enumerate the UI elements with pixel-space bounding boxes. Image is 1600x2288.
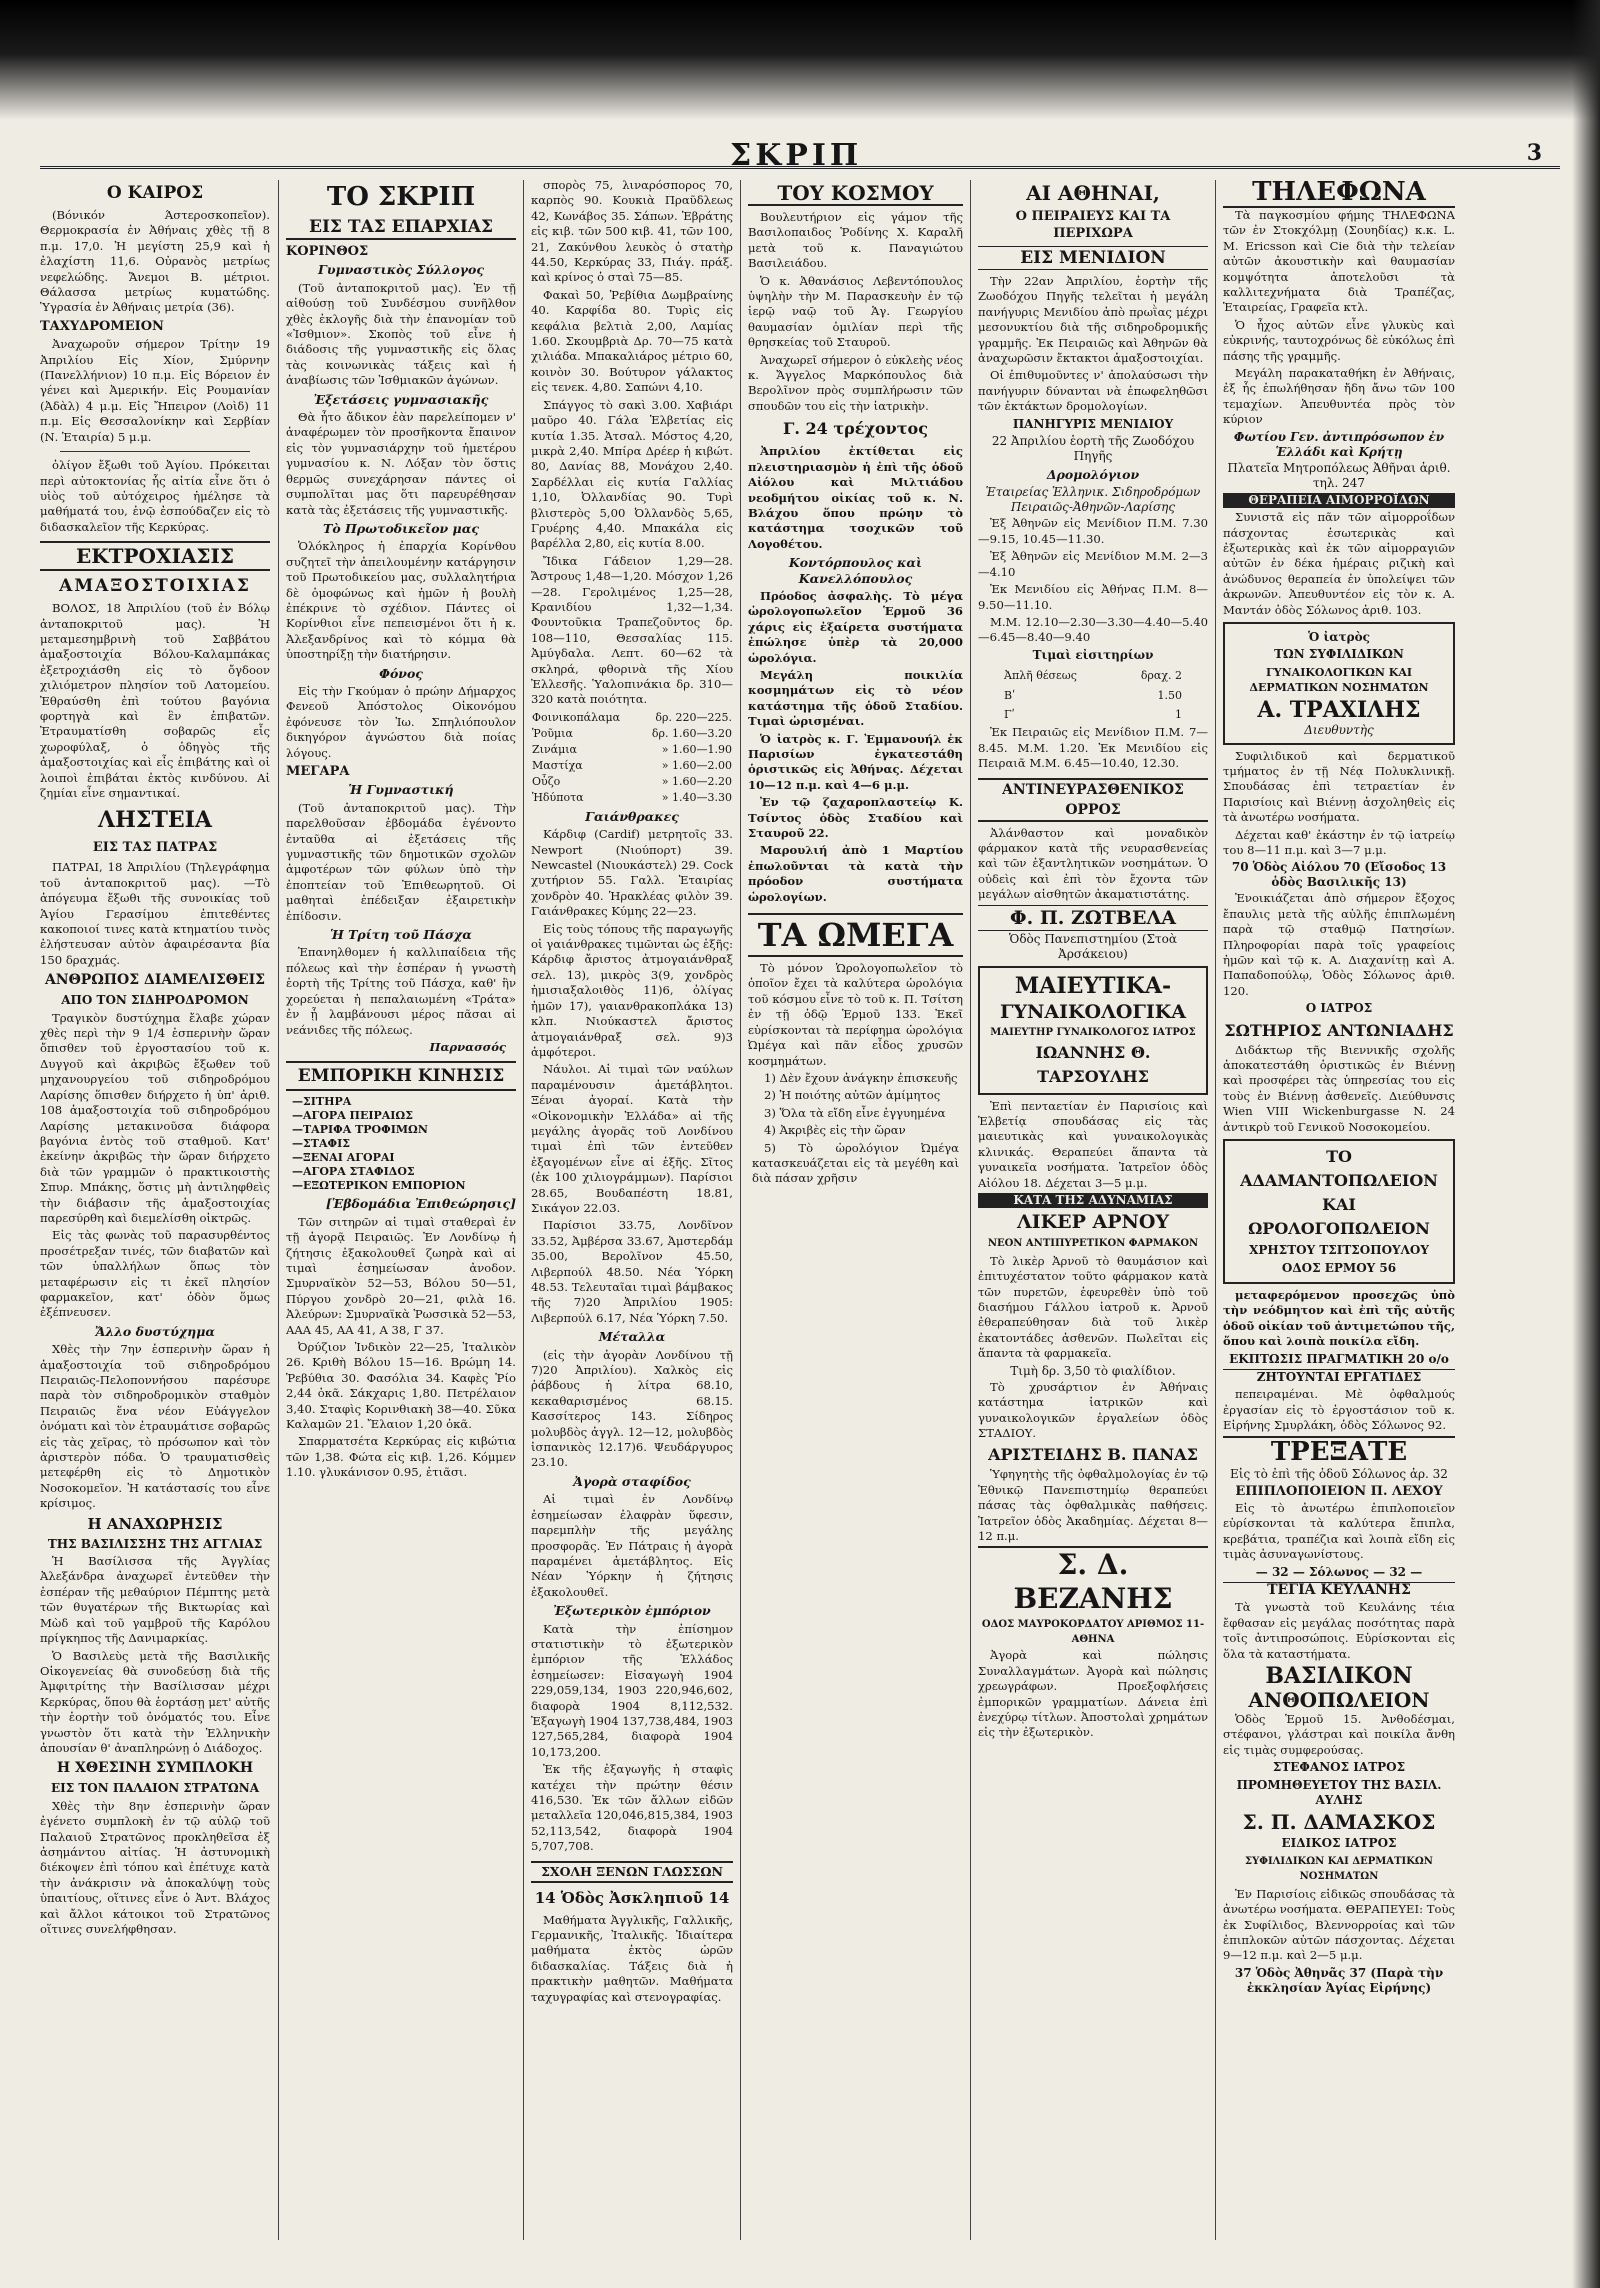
trade-text: Νάυλοι. Αἱ τιμαὶ τῶν ναύλων παραμένουσιν ἀμετάβλητοι. Ξέναι ἀγοραί. Κατὰ τὴν «Οἰκονομικὴν Ἑλλάδα» αἱ τῆς μεγάλης ἀγορᾶς τοῦ Λονδίνου τιμαὶ ἐπὶ τῶν ἐντεῦθεν ἐξαγομένων εἶνε αἱ ἑξῆς. Σῖτος (ἐκ 100 χιλιογράμμων). Παρίσιοι 28.65, Βουδαπέστη 18.81, Σικάγον 22.03. [531, 1062, 733, 1215]
surgeon-heading: Ο ΙΑΤΡΟΣ [1305, 1001, 1373, 1016]
other-accident-heading: Ἄλλο δυστύχημα [94, 1323, 215, 1339]
furniture-text: Εἰς τὸ ἀνωτέρω ἐπιπλοποιεῖον εὑρίσκονται τὰ καλύτερα ἔπιπλα, κρεβάτια, τραπέζια καὶ λοιπὰ εἴδη εἰς τιμὰς ἀσυναγωνίστους. [1223, 1500, 1455, 1562]
raisins-heading: Ἀγορὰ σταφίδος [573, 1473, 691, 1489]
price-table [531, 710, 733, 806]
fight-text: Χθὲς τὴν 8ην ἑσπερινὴν ὥραν ἐγένετο συμπλοκὴ ἐν τῷ αὐλῷ τοῦ Παλαιοῦ Στρατῶνος προκληθεῖσα ἐξ ἀσημάντου αἰτίας. Ἡ ἀστυνομικὴ διέκοψεν ἐπὶ τόπου καὶ ἐπέτυχε κατὰ τὴν ἀνάκρισιν νὰ ἀποκαλύψῃ τοὺς ὑπαιτίους, οἵτινες εἶνε ὁ Ἀντ. Βλάχος καὶ ἄλλοι κάτοικοι τοῦ Στρατῶνος οἵτινες συνελήφθησαν. [40, 1798, 270, 1936]
table-cell: Οὖζο [532, 774, 561, 788]
timetable-line: Μ.Μ. 12.10—2.30—3.30—4.40—5.40—6.45—8.40—9.40 [978, 614, 1208, 645]
jewelry-address: ΟΔΟΣ ΕΡΜΟΥ 56 [1281, 1260, 1397, 1275]
bezanis-text: Ἀγορὰ καὶ πώλησις Συναλλαγμάτων. Ἀγορὰ καὶ πώλησις χρεωγράφων. Προεξοφλήσεις ἐμπορικῶν γραμματίων. Δάνεια ἐπὶ ἐνεχύρῳ τίτλων. Ἀποστολαὶ χρημάτων εἰς τὴν ἐξωτερικὸν. [978, 1648, 1208, 1740]
jewelry-ad [1223, 1139, 1455, 1284]
crushed-heading: ΑΝΘΡΩΠΟΣ ΔΙΑΜΕΛΙΣΘΕΙΣ [44, 972, 266, 989]
surgeon-name: ΣΩΤΗΡΙΟΣ ΑΝΤΩΝΙΑΔΗΣ [1224, 1020, 1454, 1040]
table-row [1003, 687, 1183, 704]
table-cell: » 1.60—2.00 [661, 758, 732, 772]
market-list-item: —ΤΑΡΙΦΑ ΤΡΟΦΙΜΩΝ [292, 1123, 428, 1137]
column-1 [40, 178, 270, 2248]
pharm-price: Τιμὴ δρ. 3,50 τὸ φιαλίδιον. [1010, 1363, 1176, 1378]
midwife-ad [978, 966, 1208, 1095]
world-text-3: Ἀναχωρεῖ σήμερον ὁ εὐκλεὴς νέος κ. Ἄγγελος Μαρκόπουλος διὰ Βερολῖνον πρὸς συμπλήρωσιν τῶν σπουδῶν του εἰς τὴν ἰατρικὴν. [748, 352, 963, 413]
fair-heading: ΠΑΝΗΓΥΡΙΣ ΜΕΝΙΔΙΟΥ [1012, 416, 1174, 431]
gym-text: (Τοῦ ἀνταποκριτοῦ μας). Ἐν τῇ αἰθούσῃ τοῦ Συνδέσμου συνῆλθον χθὲς ἐκλογῆς διὰ τὴν ἐπανομίαν τοῦ «Ἰσθμιον». Σκοπὸς τοῦ εἶνε ἡ διάδοσις τῆς γυμναστικῆς εἰς ὅλας τὰς κοινωνικὰς τάξεις καὶ ἡ ἀναβίωσις τῶν Ἰσθμιακῶν ἀγώνων. [286, 280, 516, 388]
post-heading: ΤΑΧΥΔΡΟΜΕΙΟΝ [40, 318, 164, 334]
doctor-address: 70 Ὁδὸς Αἰόλου 70 (Εἴσοδος 13 ὁδὸς Βασιλικῆς 13) [1231, 860, 1447, 890]
market-text: Τῶν σιτηρῶν αἱ τιμαὶ σταθεραὶ ἐν τῇ ἀγορᾷ Πειραιῶς. Ἐν Λονδίνῳ ἡ ζήτησις ἐξακολουθεῖ ζωηρὰ καὶ αἱ τιμαὶ ἐσημείωσαν ἀνοδον. Σμυρναϊκὸν 52—53, Βόλου 50—51, Πύργου χονδρὸ 20—21, φιλὰ 16. Ἀλεύρων: Σμυρναϊκὰ Ῥωσσικὰ 52—53, ΑΑΑ 45, ΑΑ 41, Α 38, Γ 37. [286, 1214, 516, 1337]
scan-right-shadow [1572, 0, 1600, 2288]
divider [60, 451, 250, 452]
post-text: Ἀναχωροῦν σήμερον Τρίτην 19 Ἀπριλίου Εἰς Χίον, Σμύρνην (Πανελλήνιον) 10 π.μ. Εἰς Βόρειον ἐν γένει καὶ Ἀμερικήν. Εἰς Ρουμανίαν (Ἀδὰλ) 4 μ.μ. Εἰς Ἤπειρον (Λοὶδ) 11 π.μ. Εἰς Θεσσαλονίκην καὶ Σερβίαν (Ν. Ἑταιρία) 5 μ.μ. [40, 337, 270, 444]
menidi-heading: ΕΙΣ ΜΕΝΙΔΙΟΝ [978, 246, 1208, 270]
column-divider [278, 180, 279, 2240]
table-cell: δραχ. 2 [1140, 669, 1182, 683]
surgeon-text: Διδάκτωρ τῆς Βιεννικῆς σχολῆς ἀποκατεστάθη ὁριστικῶς ἐν Βιέννῃ καὶ προσφέρει τὰς ὑπηρεσίας του εἰς τοὺς ἐν Βιέννῃ ἀσθενεῖς. Διεύθυνσις Wien VIII Wickenburgasse N. 24 ἀντικρὺ τοῦ Γενικοῦ Νοσοκομείου. [1223, 1042, 1455, 1134]
crushed-text-2: Εἰς τὰς φωνὰς τοῦ παρασυρθέντος προσέτρεξαν τινές, τῶν διαβατῶν καὶ τῶν ὑπαλλήλων ὅπως τὸν μεταφέρωσιν εἰς τι ἐκεῖ πλησίον φαρμακεῖον, κατ' ὁδὸν ὅμως ἐξέπνευσεν. [40, 1228, 270, 1320]
murder-text: Εἰς τὴν Γκούμαν ὁ πρώην Δήμαρχος Φενεοῦ Ἀπόστολος Οἰκονόμου ἐφόνευσε τὸν Ἰω. Σπηλιόπουλον δικηγόρον ἀγνώστου διὰ ποίας λόγους. [286, 683, 516, 760]
anti-address: Ὁδὸς Πανεπιστημίου (Στοὰ Ἀρσάκειου) [1009, 931, 1177, 961]
trade-text-2: Παρίσιοι 33.75, Λονδῖνον 33.52, Ἀμβέρσα 33.67, Ἀμστερδάμ 35.00, Βερολῖνον 45.50, Λιβερπούλ 48.50. Νέα Ὑόρκη 48.53. Τελευταῖαι τιμαὶ βάμβακος τῆς 7)20 Ἀπριλίου 1905: Λιβερπούλ 6.17, Νέα Ὑόρκη 7.50. [531, 1218, 733, 1325]
column-divider [1215, 180, 1216, 2240]
eye-doctor-name: ΑΡΙΣΤΕΙΔΗΣ Β. ΠΑΝΑΣ [988, 1445, 1198, 1465]
exam-text: Θὰ ἦτο ἄδικον ἐὰν παρελείπομεν ν' ἀναφέρωμεν τὸν προσῆκοντα ἔπαινον εἰς τὸν γυμνασιάρχην τοῦ ἡμετέρου γυμνασίου κ. Ν. Λόξαν τὸν ὅστις θερμῶς συνεχάρησαν πάντες οἱ συμπολῖται μας ὅτι παρευρέθησαν κατὰ τὰς ἐξετάσεις τῆς γυμναστικῆς. [286, 410, 516, 517]
auction-text: Ἀπριλίου ἐκτίθεται εἰς πλειστηριασμὸν ἡ ἐπὶ τῆς ὁδοῦ Αἰόλου καὶ Μιλτιάδου νεοδμήτου οἰκίας τοῦ κ. Ν. Βλάχου ὅπου πρώην τὸ κατάστημα τσοχικῶν τοῦ Λογοθέτου. [748, 444, 963, 551]
market-list-item: —ΑΓΟΡΑ ΣΤΑΦΙΔΟΣ [292, 1165, 415, 1179]
column-divider [523, 180, 524, 2240]
timetable-line: Ἐξ Ἀθηνῶν εἰς Μενίδιον Π.Μ. 7.30—9.15, 10.45—11.30. [978, 516, 1208, 546]
wanted-heading: ΖΗΤΟΥΝΤΑΙ ΕΡΓΑΤΙΔΕΣ [1223, 1369, 1455, 1385]
table-row [531, 790, 733, 806]
athens-heading: ΑΙ ΑΘΗΝΑΙ, [1026, 181, 1160, 205]
exam-heading: Ἐξετάσεις γυμνασιακῆς [313, 391, 489, 407]
market-list-item: —ΑΓΟΡΑ ΠΕΙΡΑΙΩΣ [292, 1109, 413, 1123]
table-cell: Μαστίχα [532, 758, 583, 772]
market-continued-text: σπορὸς 75, λιναρόσπορος 70, καρπὸς 90. Κουκιὰ Πραῦδλεως 42, Κωνάβος 35. Σάπων. Ἐβράτης εἰς κιβ. τῶν 500 κιβ. 41, τῶν 100, 21, Ζακύνθου λευκὸς ὁ στατὴρ 44.50, Κερκύρας 33, Πιάγ. πράξ. καὶ κρίνος ὁ σταὶ 75—85. [531, 178, 733, 285]
column-divider [740, 180, 741, 2240]
table-cell: Ἡδύποτα [532, 790, 584, 804]
piraeus-timetable: Ἐκ Πειραιῶς εἰς Μενίδιον Π.Μ. 7—8.45. Μ.Μ. 1.20. Ἐκ Μενιδίου εἰς Πειραιᾶ Μ.Μ. 6.45—10.40, 12.30. [978, 725, 1208, 771]
table-cell: Ζινάμια [532, 742, 577, 756]
provinces-subheading: ΕΙΣ ΤΑΣ ΕΠΑΡΧΙΑΣ [286, 216, 516, 240]
departure-text: Ἡ Βασίλισσα τῆς Ἀγγλίας Ἀλεξάνδρα ἀναχωρεῖ ἐντεῦθεν τὴν ἑσπέραν τῆς μεθαύριον Πέμπτης μετὰ τῶν θυγατέρων τῆς Βικτωρίας καὶ Μὼδ καὶ τοῦ γαμβροῦ τῆς Καρόλου πρίγκηπος τῆς Δανιμαρκίας. [40, 1554, 270, 1646]
timetable-line: Ἐξ Ἀθηνῶν εἰς Μενίδιον Μ.Μ. 2—3—4.10 [978, 549, 1208, 579]
derail-text: ΒΟΛΟΣ, 18 Ἀπριλίου (τοῦ ἐν Βόλῳ ἀνταποκριτοῦ μας). Ἡ μεταμεσημβρινὴ τοῦ Σαββάτου ἀμαξοστοιχία Βόλου-Καλαμπάκας ἐξετροχιάσθη εἰς τὸ ὄγδοον χιλιόμετρον πλησίον τοῦ Λατομείου. Ἐθραύσθη ἐπὶ τούτου βαγόνια φορτηγὰ καὶ ἓν ἐπιβατῶν. Ἐτραυματίσθη σοβαρῶς εἷς χωροφύλαξ, ὁ ὁδηγὸς τῆς ἀμαξοστοιχίας καὶ εἷς ἐπιβάτης καὶ οἱ λοιποὶ ἐπιβάται ἐκτὸς κινδύνου. Αἱ ζημίαι εἶνε σημαντικαί. [40, 601, 270, 800]
therapy-heading: ΘΕΡΑΠΕΙΑ ΑΙΜΟΡΡΟΪΔΩΝ [1223, 493, 1455, 508]
pharm-subtitle: ΝΕΟΝ ΑΝΤΙΠΥΡΕΤΙΚΟΝ ΦΑΡΜΑΚΟΝ [987, 1238, 1199, 1250]
column-2 [286, 178, 516, 2248]
departure-heading: Η ΑΝΑΧΩΡΗΣΙΣ [87, 1514, 223, 1533]
market-list-item: —ΞΕΝΑΙ ΑΓΟΡΑΙ [292, 1151, 395, 1165]
damaskos-title: ΕΙΔΙΚΟΣ ΙΑΤΡΟΣ [1281, 1836, 1397, 1851]
omega-heading: ΤΑ ΩΜΕΓΑ [748, 913, 963, 957]
column-3 [531, 178, 733, 2248]
market-text-2: Ὀρύζιον Ἰνδικὸν 22—25, Ἰταλικὸν 26. Κριθὴ Βόλου 15—16. Βρώμη 14. Ῥεβύθια 30. Φασόλια 34. Καφὲς Ῥίο 2,44 ὀκᾶ. Σάκχαρις 1,80. Πετρέλαιον 3,40. Σταφὶς Κορινθιακὴ 38—40. Σῦκα Καλαμῶν 21. Ἔλαιον 1,20 ὀκᾶ. [286, 1339, 516, 1431]
run-text: Εἰς τὸ ἐπὶ τῆς ὁδοῦ Σόλωνος ἀρ. 32 [1230, 1466, 1448, 1481]
gym-heading: Γυμναστικὸς Σύλλογος [318, 262, 484, 278]
doctor-hours: Δέχεται καθ' ἑκάστην ἐν τῷ ἰατρείῳ του 8—11 π.μ. καὶ 3—7 μ.μ. [1223, 827, 1455, 857]
bezanis-address: ΟΔΟΣ ΜΑΥΡΟΚΟΡΔΑΤΟΥ ΑΡΙΘΜΟΣ 11-ΑΘΗΝΑ [981, 1619, 1205, 1646]
fares-table [1001, 665, 1185, 725]
column-6 [1223, 178, 1455, 2248]
fight-subheading: ΕΙΣ ΤΟΝ ΠΑΛΑΙΟΝ ΣΤΡΑΤΩΝΑ [50, 1781, 260, 1796]
damaskos-specialty: ΣΥΦΙΛΙΔΙΚΩΝ ΚΑΙ ΔΕΡΜΑΤΙΚΩΝ ΝΟΣΗΜΑΤΩΝ [1245, 1855, 1433, 1883]
pharm-heading: ΚΑΤΑ ΤΗΣ ΑΔΥΝΑΜΙΑΣ [978, 1193, 1208, 1208]
omega-list-item: 3) Ὅλα τὰ εἴδη εἶνε ἐγγυημένα [764, 1105, 946, 1120]
robbery-heading: ΛΗΣΤΕΙΑ [98, 807, 212, 834]
furniture-address: — 32 — Σόλωνος — 32 — [1255, 1564, 1423, 1579]
raisins-text: Αἱ τιμαὶ ἐν Λονδίνῳ ἐσημείωσαν ἐλαφρὰν ὕφεσιν, παρεμπλὴν τῆς μεγάλης προσφορᾶς. Ἐν Πάτραις ἡ ἀγορὰ παραμένει ἀμετάβλητος. Εἰς Νέαν Ὑόρκην ἡ ζήτησις ἐξακολουθεῖ. [531, 1492, 733, 1599]
anti-brand: Φ. Π. ΖΩΤΒΕΛΑ [978, 905, 1208, 931]
table-cell: δρ. 1.60—3.20 [651, 726, 732, 740]
midwife-title: ΜΑΙΕΥΤΗΡ ΓΥΝΑΙΚΟΛΟΓΟΣ ΙΑΤΡΟΣ [990, 1026, 1196, 1038]
fair-date: 22 Ἀπριλίου ἑορτὴ τῆς Ζωοδόχου Πηγῆς [991, 434, 1195, 464]
doctor-role: Διευθυντὴς [1304, 722, 1374, 737]
omega-text: Τὸ μόνον Ὡρολογοπωλεῖον τὸ ὁποῖον ἔχει τὰ καλύτερα ὡρολόγια τοῦ κόσμου εἶνε τὸ τοῦ κ. Π. Τσίτση ἐν τῇ ὁδῷ Ἑρμοῦ 133. Ἐκεῖ εὑρίσκονται τὰ περίφημα ὡρολόγια Ὠμέγα καὶ πᾶν εἶδος χρυσῶν κοσμημάτων. [748, 961, 963, 1068]
robbery-subheading: ΕΙΣ ΤΑΣ ΠΑΤΡΑΣ [92, 840, 218, 856]
phones-address: Πλατεῖα Μητροπόλεως Ἀθῆναι ἀριθ. τηλ. 247 [1227, 460, 1451, 490]
table-cell: » 1.60—2.20 [661, 774, 732, 788]
therapy-text: Συνιστᾶ εἰς πᾶν τῶν αἱμορροΐδων πάσχοντας ἐσωτερικὰς καὶ ἐξωτερικὰς καὶ ἐκ τῶν αἱμορραγιῶν αὐτῶν ἐν δέκα ἡμέραις ριζικὴ καὶ ἀνώδυνος θεραπεία ἐν ὑπολείψει τῶν ἀκρωνῶν. Ἀπευθυντέον εἰς τὸν κ. Α. Μαντάν ὁδὸς Σόλωνος ἀριθ. 103. [1223, 510, 1455, 617]
pharm-text: Τὸ λικὲρ Ἀρνοῦ τὸ θαυμάσιον καὶ ἐπιτυχέστατον τοῦτο φάρμακον κατὰ τῶν πυρετῶν, ἐφευρεθὲν ὑπὸ τοῦ διασήμου Γάλλου ἰατροῦ κ. Ἀρνοῦ ἐθεραπεύθησαν διὰ τοῦ λικὲρ ἐκατοντάδες ἀσθενῶν. Πωλεῖται εἰς ἅπαντα τὰ φαρμακεῖα. [978, 1253, 1208, 1361]
easter-text: Ἐπανηλθομεν ἡ καλλιπαίδεια τῆς πόλεως καὶ τὴν ἑσπέραν ἡ γνωστὴ ἑορτὴ τῆς Τρίτης τοῦ Πάσχα, καθ' ἣν χορεύεται ἡ πεπαλαιωμένη «Τράτα» ἐν ᾗ λαμβάνουσι μέρος πᾶσαι αἱ νεάνιδες τῆς πόλεως. [286, 945, 516, 1037]
murder-heading: Φόνος [379, 665, 423, 681]
athens-subheading: Ο ΠΕΙΡΑΙΕΥΣ ΚΑΙ ΤΑ ΠΕΡΙΧΩΡΑ [1015, 209, 1171, 241]
doctor-text: Συφιλιδικοῦ καὶ δερματικοῦ τμήματος ἐν τῇ Νέᾳ Πολυκλινικῇ. Σπουδάσας ἐπὶ τετραετίαν ἐν Παρισίοις καὶ Βιέννῃ ἀσχοληθεὶς εἰς τὰ ἀνωτέρω νοσήματα. [1223, 748, 1455, 825]
signature: Παρνασσός [429, 1039, 506, 1054]
timetable-heading: Δρομολόγιον [1046, 467, 1140, 483]
table-row [1003, 706, 1183, 723]
wanted-text: πεπειραμέναι. Μὲ ὀφθαλμούς ἐργασίαν εἰς τὸ ἐργοστάσιον τοῦ κ. Εἰρήνης Σμυρλάκη, ὁδὸς Σόλωνος 92. [1223, 1387, 1455, 1433]
phones-text-3: Μεγάλη παρακαταθήκη ἐν Ἀθήναις, ἐξ ἧς ἐπωλήθησαν ἤδη ἄνω τῶν 100 τεμαχίων. Ἀπευθυντέα πρὸς τὸν κύριον [1223, 366, 1455, 427]
table-cell: Γʹ [1004, 707, 1015, 721]
watch-shop-heading: Κοντόρπουλος καὶ Κανελλόπουλος [788, 555, 923, 586]
eye-doctor-text: Ὑφηγητὴς τῆς ὀφθαλμολογίας ἐν τῷ Ἐθνικῷ Πανεπιστημίῳ θεραπεύει πάσας τὰς ὀφθαλμικὰς παθήσεις. Ἰατρεῖον ὁδὸς Ἀκαδημίας. Δέχεται 8—12 π.μ. [978, 1467, 1208, 1543]
auction-heading: Γ. 24 τρέχοντος [783, 419, 928, 439]
jewelry-owner: ΧΡΗΣΤΟΥ ΤΣΙΤΣΟΠΟΥΛΟΥ [1249, 1243, 1429, 1258]
table-row [531, 726, 733, 742]
coal-text: Κάρδιφ (Cardif) μετρητοῖς 33. Newport (Νιούπορτ) 39. Newcastel (Νιουκάστελ) 29. Cock χυτήριον 55. Γαλλ. Ἑταιρίας χονδρὸν 40. Ἡρακλέας φιλὸν 39. Γαιάνθρακες Κύμης 22—23. [531, 827, 733, 919]
school-text: Μαθήματα Ἀγγλικῆς, Γαλλικῆς, Γερμανικῆς, Ἰταλικῆς. Ἰδιαίτερα μαθήματα ἐκτὸς ὡρῶν διδασκαλίας. Τάξεις διὰ ἡ πρακτικὴν μαθητῶν. Μαθήματα ταχυγραφίας καὶ στενογραφίας. [531, 1912, 733, 2004]
doctor-heading-3: ΓΥΝΑΙΚΟΛΟΓΙΚΩΝ ΚΑΙ ΔΕΡΜΑΤΙΚΩΝ ΝΟΣΗΜΑΤΩΝ [1249, 665, 1429, 695]
anti-heading: ΑΝΤΙΝΕΥΡΑΣΘΕΝΙΚΟΣ ΟΡΡΟΣ [978, 778, 1208, 822]
coal-text-2: Εἰς τοὺς τόπους τῆς παραγωγῆς οἱ γαιάνθρακες τιμῶνται ὡς ἑξῆς: Κάρδιφ ἄριστος ἀτμογαιάνθραξ σελ. 13), μικρὸς 3(9, χονδρὸς ἡμισιαξαλοιθὸς 11)6, ὀλίγας ἡμῶν 17), γαιανθρακοπλάκα 13) κλπ. Νιούκαστελ ἄριστος ἀτμογαιάνθραξ σελ. 9)3 ἀμφότεροι. [531, 921, 733, 1059]
tea-text: Τὰ γνωστὰ τοῦ Κευλάνης τέια ἔφθασαν εἰς μεγάλας ποσότητας παρὰ τοῖς ἀντιπροσώποις. Εὑρίσκονται εἰς ὅλα τὰ καταστήματα. [1223, 1600, 1455, 1661]
jewelry-heading: ΤΟ ΑΔΑΜΑΝΤΟΠΩΛΕΙΟΝ [1240, 1147, 1438, 1191]
table-cell: Φοινικοπάλαμα [532, 710, 621, 724]
phones-text: Τὰ παγκοσμίου φήμης ΤΗΛΕΦΩΝΑ τῶν ἐν Στοκχόλμῃ (Σουηδίας) κ.κ. L. M. Ericsson καὶ Cie διὰ τὴν τελείαν αὐτῶν ἀκουστικὴν καὶ θαυμασίαν κομψότητα ἀποτελοῦσι τὰ καλλιτεχνήματα διὰ Τραπέζας, Ἑταιρείας, Γραφεῖα κτλ. [1223, 208, 1455, 315]
table-cell: Βʹ [1004, 688, 1016, 702]
watch-system-text: Μαρουλιή ἀπὸ 1 Μαρτίου ἐπωλοῦνται τὰ κατὰ τὴν πρόοδον συστήματα ὡρολογίων. [748, 843, 963, 904]
doctor-name: Α. ΤΡΑΧΙΛΗΣ [1257, 696, 1421, 723]
table-row [531, 742, 733, 758]
pharm-text-2: Τὸ χρυσάρτιον ἐν Ἀθήναις κατάστημα ἰατρικῶν καὶ γυναικολογικῶν ἐργαλείων ὁδὸς ΣΤΑΔΙΟΥ. [978, 1379, 1208, 1440]
watch-shop-text: Πρόοδος ἀσφαλὴς. Τὸ μέγα ὡρολογοπωλεῖον Ἑρμοῦ 36 χάρις εἰς ἐξαίρετα συστήματα ἐπώλησε ὑπὲρ τὰ 20,000 ὡρολόγια. [748, 588, 963, 665]
damaskos-name: Σ. Π. ΔΑΜΑΣΚΟΣ [1242, 1810, 1436, 1835]
doctor-notice-text: Ὁ ἰατρὸς κ. Γ. Ἐμμανουήλ ἐκ Παρισίων ἐγκατεστάθη ὁριστικῶς εἰς Ἀθήνας. Δέχεται 10—12 π.μ. καὶ 4—6 μ.μ. [748, 731, 963, 792]
omega-list [752, 1071, 959, 1187]
market-heading: ΕΜΠΟΡΙΚΗ ΚΙΝΗΣΙΣ [286, 1061, 516, 1091]
market-list-item: —ΕΞΩΤΕΡΙΚΟΝ ΕΜΠΟΡΙΟΝ [292, 1179, 466, 1193]
market-list-item: —ΣΤΑΦΙΣ [292, 1137, 351, 1151]
provinces-heading: ΤΟ ΣΚΡΙΠ [326, 182, 476, 212]
doctor-heading-2: ΤΩΝ ΣΥΦΙΛΙΔΙΚΩΝ [1274, 647, 1404, 662]
phones-agent: Φωτίου Γεν. ἀντιπρόσωπον ἐν Ἑλλάδι καὶ Κρήτῃ [1233, 429, 1445, 459]
midwife-name: ΙΩΑΝΝΗΣ Θ. ΤΑΡΣΟΥΛΗΣ [1035, 1042, 1151, 1086]
athens-text: Τὴν 22αν Ἀπριλίου, ἑορτὴν τῆς Ζωοδόχου Πηγῆς τελεῖται ἡ μεγάλη πανήγυρις Μενιδίου ἀπὸ πρωῒας μέχρι μεσονυκτίου διὰ τῆς σιδηροδρομικῆς γραμμῆς. Ἐκ Πειραιῶς καὶ Ἀθηνῶν θὰ ἀναχωρῶσιν ἔκτακτοι ἁμαξοστοιχίαι. [978, 274, 1208, 366]
fight-heading: Η ΧΘΕΣΙΝΗ ΣΥΜΠΛΟΚΗ [56, 1760, 254, 1777]
omega-list-item: 5) Τὸ ὡρολόγιον Ὠμέγα κατασκευάζεται εἰς τὰ μεγέθη καὶ διὰ πάσαν χρῆσιν [752, 1140, 959, 1186]
damaskos-text: Ἐν Παρισίοις εἰδικῶς σπουδάσας τὰ ἀνωτέρω νοσήματα. ΘΕΡΑΠΕΥΕΙ: Τοὺς ἐκ Συφίλιδος, Βλεννορροίας καὶ τῶν ἐπιπλοκῶν αὐτῶν πάσχοντας. Δέχεται 9—12 π.μ. καὶ 2—5 μ.μ. [1223, 1886, 1455, 1963]
omega-list-item: 1) Δὲν ἔχουν ἀνάγκην ἐπισκευῆς [764, 1070, 958, 1085]
table-cell: δρ. 220—225. [655, 710, 732, 724]
tea-heading: ΤΕΓΙΑ ΚΕΥΛΑΝΗΣ [1223, 1582, 1455, 1598]
departure-subheading: ΤΗΣ ΒΑΣΙΛΙΣΣΗΣ ΤΗΣ ΑΓΓΛΙΑΣ [47, 1536, 263, 1551]
table-cell: 1 [1175, 707, 1182, 721]
table-cell: Ἀπλῆ θέσεως [1004, 669, 1077, 683]
anti-text: Ἀλάνθαστον καὶ μοναδικὸν φάρμακον κατὰ τῆς νευρασθενείας καὶ τῶν ἐξαντλητικῶν νοσημάτων. Ὁ οὐδεὶς καὶ ἐπὶ τὸν ἔχοντα τῶν μεγάλων αἰσθητῶν ἀκαματιστάτης. [978, 825, 1208, 902]
masthead-rule [40, 166, 1560, 169]
easter-heading: Ἡ Τρίτη τοῦ Πάσχα [330, 927, 472, 943]
rent-text: Ἐνοικιάζεται ἀπὸ σήμερον ἔξοχος ἔπαυλις μετὰ τῆς αὐλῆς ἐπιπλωμένη παρὰ τῷ σταθμῷ Πατησίων. Πληροφορίαι παρὰ τοῖς γραφείοις ἡμῶν καὶ τῷ κ. Α. Διαχανίτῃ καὶ Α. Παπαδοπούλῳ, Ὁδὸς Σόλωνος ἀριθ. 120. [1223, 891, 1455, 998]
market-continued-text-3: Σπάγγος τὸ σακὶ 3.00. Χαβιάρι μαῦρο 40. Γάλα Ἑλβετίας εἰς κυτία 1.35. Ἀτσαλ. Μόστος 4,20, μικρὰ 2,40. Μπίρα Δρέερ ἡ κιβώτ. 80, Δανίας 88, Μονάχου 2,40. Σαρδέλλαι εἰς κυτία Γαλλίας 1,10, Ὀλλανδίας 90. Τυρὶ βλιστερὸς 5,00 Ὀλλανδὸς 5,65, Γρυέρης 4,40. Μπακάλα εἰς βαρέλλα 2,80, εἰς κυτία 8.00. [531, 397, 733, 551]
florist-heading: ΒΑΣΙΛΙΚΟΝ [1265, 1663, 1413, 1690]
midwife-heading: ΜΑΙΕΥΤΙΚΑ- [1014, 972, 1172, 999]
table-cell: » 1.60—1.90 [661, 742, 732, 756]
school-heading: ΣΧΟΛΗ ΞΕΝΩΝ ΓΛΩΣΣΩΝ [531, 1861, 733, 1883]
coal-heading: Γαιάνθρακες [585, 808, 679, 824]
midwife-heading-2: ΓΥΝΑΙΚΟΛΟΓΙΚΑ [999, 1000, 1187, 1023]
table-row [531, 758, 733, 774]
court-heading: Τὸ Πρωτοδικεῖον μας [323, 520, 479, 536]
furniture-shop: ΕΠΙΠΛΟΠΟΙΕΙΟΝ Π. ΛΕΧΟΥ [1235, 1483, 1443, 1499]
court-text: Ὁλόκληρος ἡ ἐπαρχία Κορίνθου συζητεῖ τὴν ἀπειλουμένην κατάργησιν τοῦ Πρωτοδικείου μας, συλλαλητήρια δὲ ὁμοφώνως καὶ ἡμῶν ἡ βουλὴ ἐπέκρινε τὸ σχέδιον. Πάντες οἱ Κορίνθιοι εἶνε πεπεισμένοι ὅτι ἡ κ. Ἀλεξανδρίνος καὶ τὸ κόμμα θὰ ὑποστηρίξῃ τὴν διατήρησιν. [286, 539, 516, 662]
market-list [292, 1095, 510, 1193]
newspaper-title: ΣΚΡΙΠ [730, 138, 863, 173]
world-heading: ΤΟΥ ΚΟΣΜΟΥ [748, 182, 963, 206]
stefanos-text: ΠΡΟΜΗΘΕΥΕΤΟΥ ΤΗΣ ΒΑΣΙΛ. ΑΥΛΗΣ [1236, 1777, 1442, 1808]
table-cell: 1.50 [1157, 688, 1182, 702]
florist-heading-2: ΑΝΘΟΠΩΛΕΙΟΝ [1248, 1688, 1430, 1713]
table-cell: » 1.40—3.30 [661, 790, 732, 804]
world-text-2: Ὁ κ. Ἀθανάσιος Λεβεντόπουλος ὑψηλὴν τὴν Μ. Παρασκευὴν ἐν τῷ ἱερῷ ναῷ τοῦ Ἁγ. Γεωργίου θαυμασίαν ὁμιλίαν περὶ τῆς θρησκείας τοῦ Σταυροῦ. [748, 273, 963, 350]
table-cell: Ῥοῦμια [532, 726, 573, 740]
metals-heading: Μέταλλα [598, 1329, 666, 1345]
crushed-subheading: ΑΠΟ ΤΟΝ ΣΙΔΗΡΟΔΡΟΜΟΝ [61, 993, 249, 1008]
market-source: [Ἑβδομάδια Ἐπιθεώρησις] [325, 1196, 516, 1212]
other-accident-text: Χθὲς τὴν 7ην ἑσπερινὴν ὥραν ἡ ἁμαξοστοιχία τοῦ σιδηροδρόμου Πειραιῶς-Πελοποννήσου παρέσυρε παρὰ τὸν σιδηροδρομικὸν σταθμὸν Πειραιῶς ἕνα νέον Εὐάγγελον ὀνόματι καὶ τὸν ἐτραυμάτισε σοβαρῶς εἰς τὰς χεῖρας, τὸ πρόσωπον καὶ τὸν ἀριστερὸν πόδα. Ὁ τραυματισθεὶς μετεφέρθη εἰς τὸ Δημοτικὸν Νοσοκομεῖον. Ἡ κατάστασίς του εἶνε κρίσιμος. [40, 1342, 270, 1511]
timetable-line: Ἐκ Μενιδίου εἰς Ἀθήνας Π.Μ. 8—9.50—11.10. [978, 582, 1208, 612]
crushed-text: Τραγικὸν δυστύχημα ἔλαβε χώραν χθὲς περὶ τὴν 9 1/4 ἑσπερινὴν ὥραν ὄπισθεν τοῦ ἐργοστασίου τοῦ κ. Δυγγοῦ καὶ ἀκριβῶς ἔξωθεν τοῦ μηχανουργείου τοῦ σιδηροδρόμου Λαρίσης ὅπισθεν διήρχετο ἡ ὑπ' ἀριθ. 108 ἁμαξοστοιχία τοῦ σιδηροδρόμου Λαρίσης μετακινοῦσα διάφορα βαγόνια ἐντὸς τοῦ σταθμοῦ. Κατ' ἐκείνην ἀκριβῶς τὴν ὥραν διήρχετο διὰ τῶν γραμμῶν ὁ πρακτικοιστὴς Σπυρ. Μπάκης, ὅστις μὴ ἀντιληφθεὶς τὴν διάβασιν τῆς ἁμαξοστοιχίας παρεσύρθη καὶ διεμελίσθη οἰκτρῶς. [40, 1010, 270, 1225]
intro-text: ὀλίγον ἔξωθι τοῦ Ἀγίου. Πρόκειται περὶ αὐτοκτονίας ἧς αἰτία εἶνε ὅτι ὁ υἱὸς τοῦ αὐτόχειρος ἠμέλησε τὰ μαθήματά του, ἐνῷ ἐσπούδαζεν εἰς τὸ διδασκαλεῖον τῆς Κερκύρας. [40, 458, 270, 534]
export-text: Κατὰ τὴν ἐπίσημον στατιστικὴν τὸ ἐξωτερικὸν ἐμπόριον τῆς Ἑλλάδος ἐσημείωσεν: Εἰσαγωγὴ 1904 229,059,134, 1903 220,946,602, διαφορὰ 1904 8,112,532. Ἐξαγωγὴ 1904 137,738,484, 1903 127,565,284, διαφορὰ 1904 10,173,200. [531, 1621, 733, 1759]
market-list-item: —ΣΙΤΗΡΑ [292, 1095, 352, 1109]
jewelry-text: μεταφερόμενον προσεχῶς ὑπὸ τὴν νεόδμητον καὶ ἐπὶ τῆς αὐτῆς ὁδοῦ οἰκίαν τοῦ ἀντιμετώπου τῆς, ὅπου καὶ λοιπὰ ποικίλα εἴδη. [1223, 1287, 1455, 1349]
railway-company: Ἑταιρείας Ἑλληνικ. Σιδηροδρόμων Πειραιῶς-Ἀθηνῶν-Λαρίσης [985, 485, 1201, 515]
damaskos-address: 37 Ὁδὸς Ἀθηνᾶς 37 (Παρὰ τὴν ἐκκλησίαν Ἁγίας Εἰρήνης) [1234, 1965, 1444, 1995]
masthead [40, 138, 1560, 174]
column-divider [970, 180, 971, 2240]
pharm-title: ΛΙΚΕΡ ΑΡΝΟΥ [1016, 1211, 1170, 1234]
stefanos-heading: ΣΤΕΦΑΝΟΣ ΙΑΤΡΟΣ [1272, 1760, 1406, 1775]
omega-list-item: 2) Ἡ ποιότης αὐτῶν ἀμίμητος [764, 1088, 941, 1103]
export-text-2: Ἐκ τῆς ἐξαγωγῆς ἡ σταφὶς κατέχει τὴν πρώτην θέσιν 416,530. Ἐκ τῶν ἄλλων εἰδῶν μεταλλεῖα 120,046,815,384, 1903 52,113,542, διαφορὰ 1904 5,707,708. [531, 1762, 733, 1854]
athens-text-2: Οἱ ἐπιθυμοῦντες ν' ἀπολαύσωσι τὴν πανήγυριν δύνανται νὰ ἐπωφεληθῶσι τῶν ἐκτάκτων δρομολογίων. [978, 368, 1208, 414]
market-continued-text-2: Φακαὶ 50, Ῥεβίθια Δωμβραίνης 40. Καρφίδα 80. Τυρὶς εἰς κεφάλια βελτιὰ 2,00, Λαμίας 1.60. Σκουμβριὰ Δρ. 70—75 κατὰ χιλιάδα. Μπακαλιάρος μέτριο 60, κοινὸν 30. Βούτυρον γάλακτος εἰς τενεκ. 4,80. Σαπώνι 4,10. [531, 287, 733, 395]
world-text: Βουλευτήριον εἰς γάμον τῆς Βασιλοπαιδος Ῥοδίνης Χ. Καραλῆ μετὰ τοῦ κ. Παναγιώτου Βασιλειάδου. [748, 210, 963, 271]
gymnastics-heading: Ἡ Γυμναστική [348, 782, 454, 798]
jewelry-text: Μεγάλη ποικιλία κοσμημάτων εἰς τὸ νέον κατάστημα τῆς ὁδοῦ Σταδίου. Τιμαὶ ὡρισμέναι. [748, 667, 963, 729]
fares-heading: Τιμαὶ εἰσιτηρίων [1032, 647, 1154, 662]
column-5 [978, 178, 1208, 2248]
pastry-shop-text: Ἐν τῷ ζαχαροπλαστείῳ Κ. Τσίντος ὁδὸς Σταδίου καὶ Σταυροῦ 22. [748, 795, 963, 841]
megara-heading: ΜΕΓΑΡΑ [286, 764, 350, 779]
page-number: 3 [1526, 140, 1542, 166]
run-heading: ΤΡΕΞΑΤΕ [1223, 1436, 1455, 1466]
departure-text-2: Ὁ Βασιλεὺς μετὰ τῆς Βασιλικῆς Οἰκογενείας θὰ συνοδεύσῃ διὰ τῆς Ἀμφιτρίτης τὴν Βασίλισσαν μέχρι Κερκύρας, ὅπου θὰ ἑορτάσῃ μετ' αὐτῆς τὴν ἑορτὴν τοῦ ὀνόματός του. Εἶνε γνωστὸν ὅτι κατὰ τὴν Ἑλληνικὴν ἀπουσίαν θ' ἀναπληρώνῃ ὁ Διάδοχος. [40, 1648, 270, 1755]
weather-heading: Ο ΚΑΙΡΟΣ [106, 183, 204, 203]
metals-text: (εἰς τὴν ἀγορὰν Λονδίνου τῇ 7)20 Ἀπριλίου). Χαλκὸς εἰς ῥάβδους ἡ λίτρα 68.10, κεκαθαρισμένος 68.15. Κασσίτερος 143. Σίδηρος μολυβδὸς ἀγγλ. 12—12, μολυβδὸς ἰσπανικὸς 12.17)6. Ψευδάργυρος 23.10. [531, 1347, 733, 1470]
doctor-heading: Ὁ ἰατρὸς [1308, 629, 1370, 644]
export-heading: Ἐξωτερικὸν ἐμπόριον [553, 1603, 711, 1619]
market-text-3: Σπαρματσέτα Κερκύρας εἰς κιβώτια τῶν 1,38. Φώτα εἰς κιβ. 1,26. Κόμμεν 1.10. γλυκάνισον 0.95, ἐτιᾶσι. [286, 1434, 516, 1480]
derail-subheading: ΑΜΑΞΟΣΤΟΙΧΙΑΣ [59, 576, 251, 597]
phones-heading: ΤΗΛΕΦΩΝΑ [1223, 178, 1455, 208]
phones-text-2: Ὁ ἦχος αὐτῶν εἶνε γλυκὺς καὶ εὐκρινής, ταυτοχρόνως δὲ εὐκόλως ἐπὶ πάσης τῆς γραμμῆς. [1223, 317, 1455, 363]
corinth-heading: ΚΟΡΙΝΘΟΣ [286, 244, 369, 259]
currency-text: Ἴδικα Γάδειον 1,29—28. Ἄστρους 1,48—1,20. Μόσχον 1,26—28. Γερολιμένος 1,25—28, Κρανιδίου 1,32—1,34. Φουντοῦκια Τραπεζοῦντος δρ. 108—110, Θεσσαλίας 115. Ἀμύγδαλα. Λεπτ. 60—62 τὰ σκληρά, φθορινὰ τῆς Χίου Ἐλλεσῆς. Ὑαλοπινάκια δρ. 310—320 κατὰ ποιότητα. [531, 553, 733, 707]
bezanis-heading: Σ. Δ. ΒΕΖΑΝΗΣ [978, 1546, 1208, 1616]
school-address: 14 Ὁδὸς Ἀσκληπιοῦ 14 [534, 1888, 730, 1907]
omega-list-item: 4) Ἀκριβὲς εἰς τὴν ὥραν [764, 1123, 906, 1138]
robbery-text: ΠΑΤΡΑΙ, 18 Ἀπριλίου (Τηλεγράφημα τοῦ ἀνταποκριτοῦ μας). —Τὸ ἀπόγευμα ἔξωθι τῆς συνοικίας τοῦ Ἁγίου Γερασίμου ἐπιτεθέντες κακοποιοί τινες κατὰ κτηματίου τινὸς ἐλήστευσαν αὐτὸν ἀφαιρέσαντα βία 150 δραχμάς. [40, 860, 270, 967]
florist-text: Ὁδὸς Ἑρμοῦ 15. Ἀνθοδέσμαι, στέφανοι, γλάστραι καὶ ποικίλα ἄνθη εἰς τιμὰς συμφερούσας. [1223, 1712, 1455, 1757]
column-4 [748, 178, 963, 2248]
table-row [1003, 667, 1183, 684]
table-row [531, 774, 733, 790]
jewelry-heading-2: ΚΑΙ ΩΡΟΛΟΓΟΠΩΛΕΙΟΝ [1248, 1195, 1430, 1239]
weather-text: (Βόνικόν Άστεροσκοπεῖον). Θερμοκρασία ἐν Ἀθήναις χθὲς τῇ 8 π.μ. 17,0. Ἡ μεγίστη 25,9 καὶ ἡ ἐλαχίστη 11,6. Οὐρανὸς μετρίως νεφελώδης. Ἄνεμοι Β. μέτριοι. Θάλασσα μετρίως κυματώδης. Ὑγρασία ἐν Ἀθήναις μετρία (36). [40, 208, 270, 315]
jewelry-sale: ΕΚΠΤΩΣΙΣ ΠΡΑΓΜΑΤΙΚΗ 20 ο/ο [1229, 1351, 1449, 1366]
derail-heading: ΕΚΤΡΟΧΙΑΣΙΣ [40, 541, 270, 571]
doctor-ad [1223, 622, 1455, 745]
gymnastics-text: (Τοῦ ἀνταποκριτοῦ μας). Τὴν παρελθοῦσαν ἑβδομάδα ἐγένοντο ἐνταῦθα αἱ ἐξετάσεις τῆς γυμναστικῆς τῶν δημοτικῶν σχολῶν ἀμφοτέρων τῶν φύλων ὑπὸ τὴν ἐποπτείαν τοῦ Ἐπιθεωρητοῦ. Οἱ μαθηταὶ ἐπέδειξαν ἐξαιρετικὴν ἐπίδοσιν. [286, 800, 516, 923]
table-row [531, 710, 733, 726]
scan-dark-edge [0, 0, 1600, 120]
midwife-text: Ἐπὶ πενταετίαν ἐν Παρισίοις καὶ Ἑλβετίᾳ σπουδάσας εἰς τὰς μαιευτικὰς καὶ γυναικολογικὰς κλινικάς. Θεραπεύει ἅπαντα τὰ γυναικεῖα νοσήματα. Ἰατρεῖον ὁδὸς Αἰόλου 18. Δέχεται 3—5 μ.μ. [978, 1098, 1208, 1190]
